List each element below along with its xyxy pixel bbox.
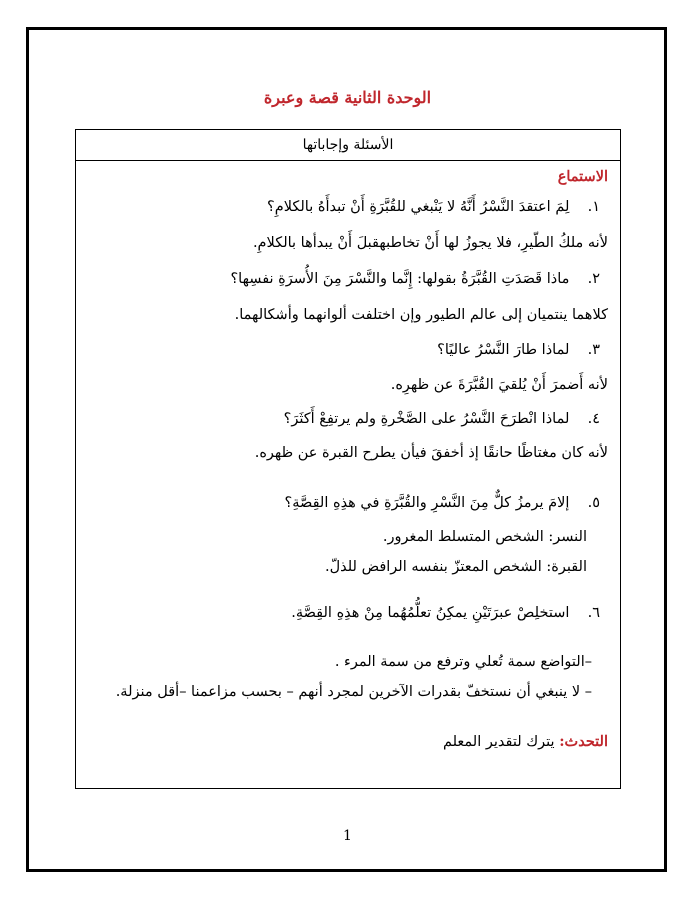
question-4	[284, 411, 600, 427]
question-1	[267, 199, 600, 215]
answer-6-line-1: –التواضع سمة تُعلي وترفع من سمة المرء .	[334, 654, 592, 670]
question-text: ماذا قَصَدَتِ القُبَّرَةُ بقولها: إِنَّما والنَّسْرَ مِنَ الأُسرَةِ نفسِها؟	[230, 271, 570, 287]
listening-heading: الاستماع	[557, 168, 608, 185]
question-number: ٦.	[587, 605, 600, 621]
question-text: إلامَ يرمزُ كلٌّ مِنَ النَّسْرِ والقُبَّرَةِ في هذِهِ القِصَّةِ؟	[284, 495, 570, 511]
question-2	[230, 271, 600, 287]
table-header: الأسئلة وإجاباتها	[76, 130, 620, 161]
answer-1: لأنه ملكُ الطّيرِ، فلا يجوزُ لها أَنْ تخاطبهقبلَ أَنْ يبدأها بالكلامِ.	[252, 235, 608, 251]
question-5	[285, 495, 600, 511]
question-text: لِمَ اعتقدَ النَّسْرُ أَنَّهُ لا يَنْبغي للقُبَّرَةِ أَنْ تبدأَهُ بالكلامِ؟	[267, 199, 570, 215]
question-text: لماذا طارَ النَّسْرُ عاليًا؟	[437, 342, 570, 358]
answer-6-line-2: – لا ينبغي أن نستخفّ بقدرات الآخرين لمجرد أنهم – بحسب مزاعمنا –أقل منزلة.	[115, 684, 592, 700]
question-6	[291, 605, 600, 621]
question-number: ٤.	[587, 411, 600, 427]
page-number: 1	[343, 828, 352, 844]
answer-3: لأنه أَضمرَ أَنْ يُلقيَ القُبَّرَةَ عن ظهرِه.	[390, 377, 608, 393]
question-3	[437, 342, 600, 358]
answer-5-line-1: النسر: الشخص المتسلط المغرور.	[382, 529, 587, 545]
question-number: ٥.	[587, 495, 600, 511]
qa-table	[75, 129, 621, 789]
question-text: استخلِصْ عبرَتَيْنِ يمكِنُ تعلُّمُهُما مِنْ هذِهِ القِصَّةِ.	[291, 605, 570, 621]
speaking-line	[443, 733, 608, 750]
question-number: ٣.	[587, 342, 600, 358]
question-text: لماذا انْطرَحَ النَّسْرُ على الصَّخْرةِ ولم يرتفِعْ أَكثَرَ؟	[283, 411, 570, 427]
question-number: ٢.	[587, 271, 600, 287]
speaking-text: يترك لتقدير المعلم	[442, 734, 555, 750]
answer-2: كلاهما ينتميان إلى عالم الطيور وإن اختلفت ألوانهما وأشكالهما.	[234, 307, 608, 323]
speaking-heading: التحدث:	[559, 733, 608, 750]
answer-5-line-2: القبرة: الشخص المعتزّ بنفسه الرافض للذلّ.	[325, 559, 587, 575]
question-number: ١.	[587, 199, 600, 215]
answer-4: لأنه كان مغتاظًا حانقًا إذ أخفقَ فيأن يطرح القبرة عن ظهره.	[254, 445, 608, 461]
unit-title: الوحدة الثانية قصة وعبرة	[263, 88, 432, 107]
